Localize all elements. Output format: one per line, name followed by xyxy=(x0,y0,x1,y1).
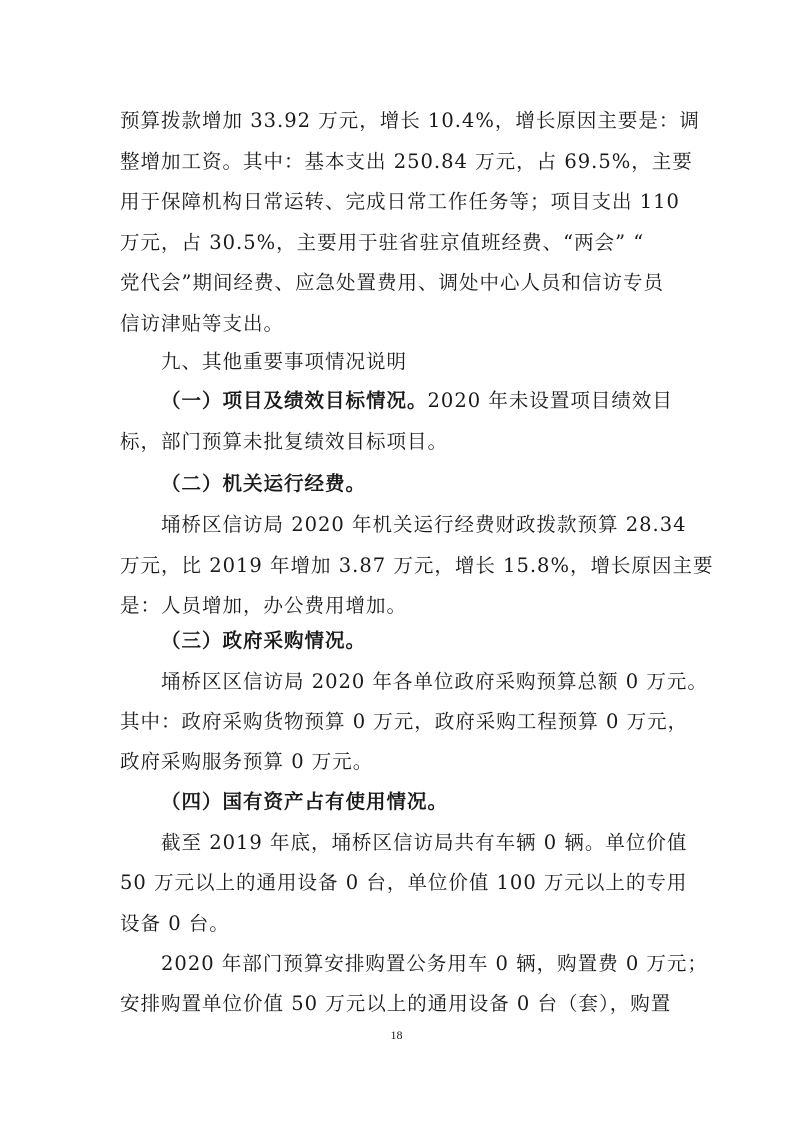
body-line: 标，部门预算未批复绩效目标项目。 xyxy=(120,430,449,453)
body-line: 党代会”期间经费、应急处置费用、调处中心人员和信访专员 xyxy=(120,271,664,294)
body-line: 2020 年部门预算安排购置公务用车 0 辆，购置费 0 万元； xyxy=(161,952,708,975)
subsection-1-first-line xyxy=(161,386,741,416)
body-line: 信访津贴等支出。 xyxy=(120,312,285,335)
body-line: 预算拨款增加 33.92 万元，增长 10.4%，增长原因主要是：调 xyxy=(120,109,700,132)
body-line: 埇桥区信访局 2020 年机关运行经费财政拨款预算 28.34 xyxy=(161,513,687,536)
body-line: 其中：政府采购货物预算 0 万元，政府采购工程预算 0 万元， xyxy=(120,710,689,733)
body-line: 安排购置单位价值 50 万元以上的通用设备 0 台（套），购置 xyxy=(120,992,672,1015)
body-line: 万元，占 30.5%，主要用于驻省驻京值班经费、“两会” “ xyxy=(120,231,645,254)
page-number: 18 xyxy=(390,1028,403,1042)
subsection-3-heading: （三）政府采购情况。 xyxy=(161,629,367,652)
body-line: 埇桥区区信访局 2020 年各单位政府采购预算总额 0 万元。 xyxy=(161,670,708,693)
body-line: 整增加工资。其中：基本支出 250.84 万元，占 69.5%，主要 xyxy=(120,150,693,173)
body-line: 设备 0 台。 xyxy=(120,912,230,935)
body-line: 是：人员增加，办公费用增加。 xyxy=(120,594,408,617)
subsection-1-text: 2020 年未设置项目绩效目 xyxy=(427,389,673,412)
subsection-4-heading: （四）国有资产占有使用情况。 xyxy=(161,790,449,813)
body-line: 50 万元以上的通用设备 0 台，单位价值 100 万元以上的专用 xyxy=(120,871,688,894)
body-line: 万元，比 2019 年增加 3.87 万元，增长 15.8%，增长原因主要 xyxy=(120,554,714,577)
subsection-2-heading: （二）机关运行经费。 xyxy=(161,472,367,495)
subsection-1-heading: （一）项目及绩效目标情况。 xyxy=(161,389,428,412)
body-line: 截至 2019 年底，埇桥区信访局共有车辆 0 辆。单位价值 xyxy=(161,831,688,854)
body-line: 政府采购服务预算 0 万元。 xyxy=(120,750,374,773)
body-line: 用于保障机构日常运转、完成日常工作任务等；项目支出 110 xyxy=(120,190,680,213)
section-title: 九、其他重要事项情况说明 xyxy=(161,350,408,373)
